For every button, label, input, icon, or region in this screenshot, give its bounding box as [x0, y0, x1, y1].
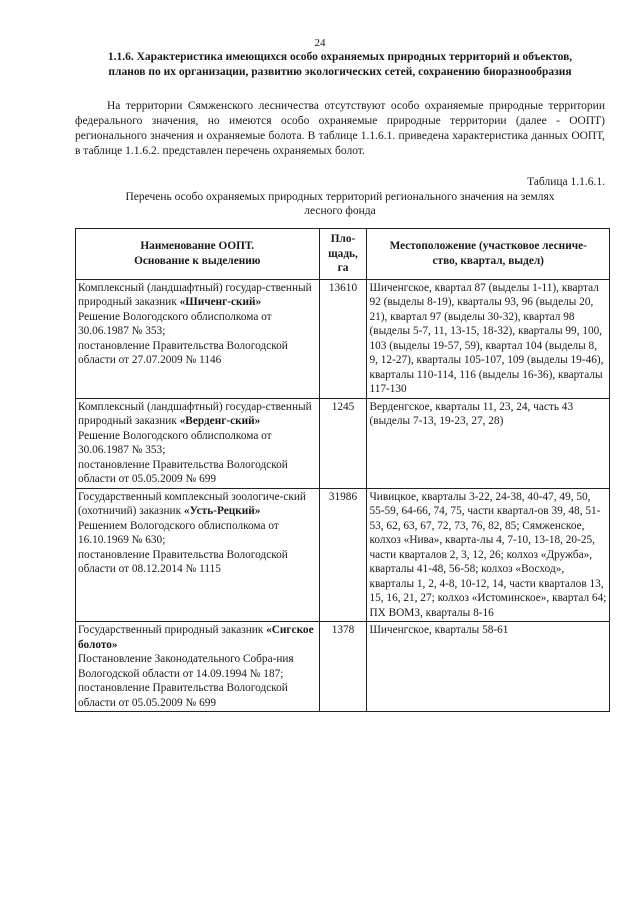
- header-location-line-2: ство, квартал, выдел): [432, 254, 544, 267]
- heading-line-2: планов по их организации, развитию экологических сетей, сохранению биоразнообразия: [108, 66, 572, 78]
- caption-line-2: лесного фонда: [304, 205, 376, 217]
- row-name-prefix: Государственный комплексный зоологиче-ский (охотничий) заказник: [78, 490, 306, 517]
- row-area-cell: 13610: [319, 279, 367, 398]
- row-area-cell: 1245: [319, 398, 367, 488]
- header-location-line-1: Местоположение (участковое лесниче-: [389, 240, 587, 253]
- row-name-prefix: Комплексный (ландшафтный) государ-ственный природный заказник: [78, 400, 312, 427]
- section-heading: [70, 50, 610, 80]
- row-name-prefix: Комплексный (ландшафтный) государ-ственный природный заказник: [78, 281, 312, 308]
- row-basis-1: Решение Вологодского облисполкома от 30.06.1987 № 353;: [78, 310, 272, 337]
- table-header-row: [76, 229, 610, 280]
- intro-paragraph: На территории Сямженского лесничества отсутствуют особо охраняемые природные территории федерального значения, но имеются особо охраняемые природные территории (далее - ООПТ) регионального значения и охраняемые болота. В таблице 1.1.6.1. приведена характеристика данных ООПТ, в таблице 1.1.6.2. представлен перечень охраняемых болот.: [75, 100, 605, 157]
- row-basis-2: постановление Правительства Вологодской области от 05.05.2009 № 699: [78, 682, 288, 709]
- table-caption: [75, 190, 605, 218]
- row-name-prefix: Государственный природный заказник: [78, 624, 267, 636]
- row-location-cell: Шиченгское, кварталы 58-61: [367, 622, 610, 712]
- row-name-bold: «Верденг-ский»: [179, 415, 261, 427]
- row-name-cell: [76, 279, 320, 398]
- row-basis-1: Решением Вологодского облисполкома от 16.10.1969 № 630;: [78, 519, 279, 546]
- row-basis-2: постановление Правительства Вологодской области от 08.12.2014 № 1115: [78, 548, 288, 575]
- oopt-table: [75, 228, 610, 712]
- heading-line-1: 1.1.6. Характеристика имеющихся особо охраняемых природных территорий и объектов,: [107, 51, 573, 63]
- row-location-cell: Шиченгское, квартал 87 (выделы 1-11), квартал 92 (выделы 8-19), кварталы 93, 96 (выделы 20, 21), квартал 97 (выделы 30-32), квартал 98 (выделы 5-7, 11, 13-15, 18-32), кварталы 99, 100, 103 (выделы 19-57, 59), квартал 104 (выделы 8, 9, 12-27), кварталы 105-107, 109 (выделы 19-46), кварталы 110-114, 116 (выделы 16-36), кварталы 117-130: [367, 279, 610, 398]
- row-location-cell: Верденгское, кварталы 11, 23, 24, часть 43 (выделы 7-13, 19-23, 27, 28): [367, 398, 610, 488]
- header-name-line-2: Основание к выделению: [134, 254, 261, 267]
- table-label: Таблица 1.1.6.1.: [527, 176, 605, 188]
- row-basis-2: постановление Правительства Вологодской области от 27.07.2009 № 1146: [78, 339, 288, 366]
- row-name-cell: [76, 622, 320, 712]
- row-name-cell: [76, 488, 320, 622]
- row-basis-1: Постановление Законодательного Собра-ния Вологодской области от 14.09.1994 № 187;: [78, 653, 294, 680]
- header-area-line-2: щадь,: [328, 247, 358, 260]
- table-row: [76, 279, 610, 398]
- header-area-line-1: Пло-: [330, 233, 356, 245]
- header-name: [76, 229, 320, 280]
- header-area: [319, 229, 367, 280]
- page-number: 24: [314, 37, 326, 49]
- row-basis-2: постановление Правительства Вологодской области от 05.05.2009 № 699: [78, 458, 288, 485]
- header-name-line-1: Наименование ООПТ.: [140, 240, 255, 253]
- table-row: [76, 398, 610, 488]
- row-basis-1: Решение Вологодского облисполкома от 30.06.1987 № 353;: [78, 429, 272, 456]
- row-area-cell: 31986: [319, 488, 367, 622]
- header-area-line-3: га: [337, 262, 349, 274]
- caption-line-1: Перечень особо охраняемых природных территорий регионального значения на землях: [125, 191, 555, 203]
- header-location: [367, 229, 610, 280]
- row-name-cell: [76, 398, 320, 488]
- table-row: [76, 622, 610, 712]
- table-row: [76, 488, 610, 622]
- row-name-bold: «Усть-Рецкий»: [183, 505, 261, 517]
- row-area-cell: 1378: [319, 622, 367, 712]
- row-location-cell: Чивицкое, кварталы 3-22, 24-38, 40-47, 49, 50, 55-59, 64-66, 74, 75, части квартал-ов 39, 48, 51-53, 62, 63, 67, 72, 73, 76, 82, 85; Сямженское, колхоз «Нива», кварта-лы 4, 7-10, 13-18, 20-25, части кварталов 2, 3, 12, 26; колхоз «Дружба», кварталы 41-48, 56-58; колхоз «Восход», кварталы 1, 2, 4-8, 10-12, 14, части кварталов 13, 15, 16, 21, 27; колхоз «Истоминское», квартал 64; ПХ ВОМЗ, кварталы 8-16: [367, 488, 610, 622]
- row-name-bold: «Шиченг-ский»: [179, 296, 262, 308]
- row-name-bold: «Сигское болото»: [78, 624, 314, 651]
